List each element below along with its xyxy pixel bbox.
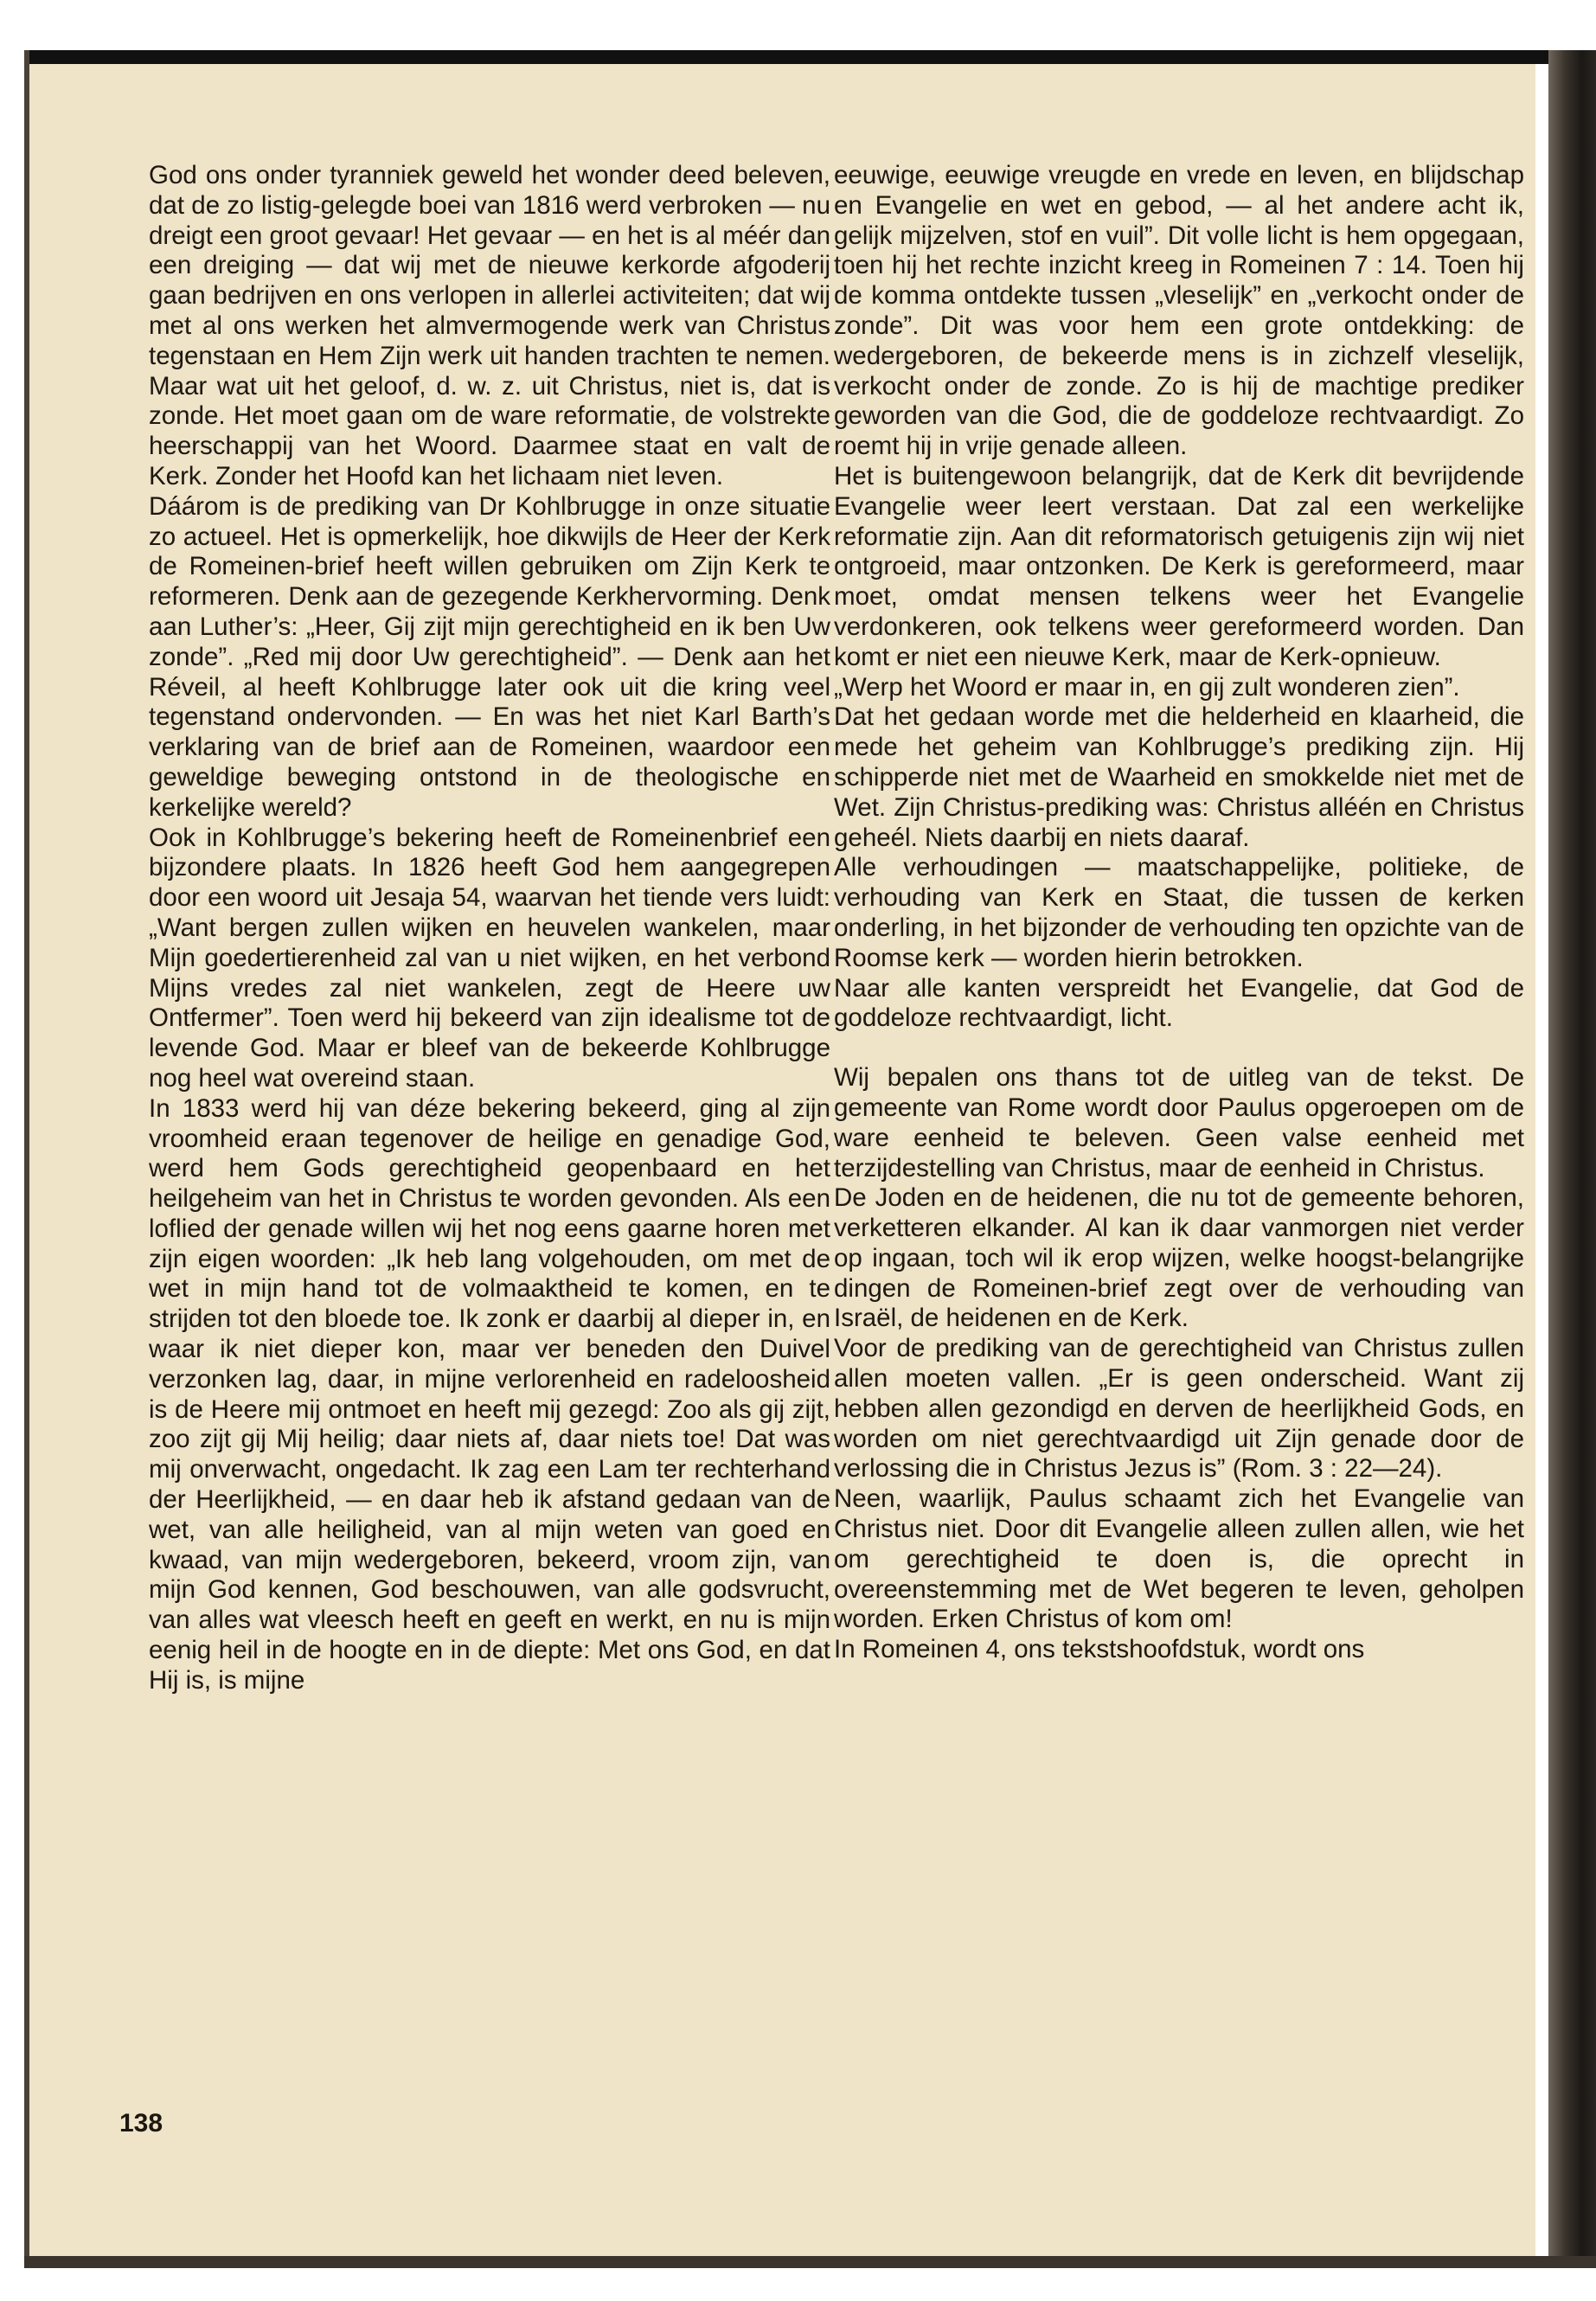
paragraph: Alle verhoudingen — maatschappelijke, politieke, de verhouding van Kerk en Staat, die tussen de kerken onderling, in het bijzonder de verhouding ten opzichte van de Roomse kerk — worden hierin betrokken. [834, 853, 1524, 972]
paragraph: „Werp het Woord er maar in, en gij zult wonderen zien”. [834, 672, 1460, 702]
paragraph: God ons onder tyranniek geweld het wonder deed beleven, dat de zo listig-gelegde boei van 1816 werd verbroken — nu dreigt een groot gevaar! Het gevaar — en het is al méér dan een dreiging — dat wij met de nieuwe kerkorde afgoderij gaan bedrijven en ons verlopen in allerlei activiteiten; dat wij met al ons werken het almvermogende werk van Christus tegenstaan en Hem Zijn werk uit handen trachten te nemen. Maar wat uit het geloof, d. w. z. uit Christus, niet is, dat is zonde. Het moet gaan om de ware reformatie, de volstrekte heerschappij van het Woord. Daarmee staat en valt de Kerk. Zonder het Hoofd kan het lichaam niet leven. [149, 161, 830, 490]
scan-border-bottom [24, 2256, 1596, 2268]
paragraph: In Romeinen 4, ons tekstshoofdstuk, wordt ons [834, 1635, 1365, 1664]
paragraph: Het is buitengewoon belangrijk, dat de Kerk dit bevrijdende Evangelie weer leert verstaan. Dat zal een werkelijke reformatie zijn. Aan dit reformatorisch getuigenis zijn wij niet ontgroeid, maar ontzonken. De Kerk is gereformeerd, maar moet, omdat mensen telkens weer het Evangelie verdonkeren, ook telkens weer gereformeerd worden. Dan komt er niet een nieuwe Kerk, maar de Kerk-opnieuw. [834, 461, 1524, 671]
left-text-column [149, 161, 830, 1696]
paragraph: De Joden en de heidenen, die nu tot de gemeente behoren, verketteren elkander. Al kan ik daar vanmorgen niet verder op ingaan, toch wil ik erop wijzen, welke hoogst-belangrijke dingen de Romeinen-brief zegt over de verhouding van Israël, de heidenen en de Kerk. [834, 1183, 1524, 1333]
paragraph: Dáárom is de prediking van Dr Kohlbrugge in onze situatie zo actueel. Het is opmerkelijk, hoe dikwijls de Heer der Kerk de Romeinen-brief heeft willen gebruiken om Zijn Kerk te reformeren. Denk aan de gezegende Kerkhervorming. Denk aan Luther’s: „Heer, Gij zijt mijn gerechtigheid en ik ben Uw zonde”. „Red mij door Uw gerechtigheid”. — Denk aan het Réveil, al heeft Kohlbrugge later ook uit die kring veel tegenstand ondervonden. — En was het niet Karl Barth’s verklaring van de brief aan de Romeinen, waardoor een geweldige beweging ontstond in de theologische en kerkelijke wereld? [149, 491, 830, 822]
right-text-column [834, 161, 1524, 1665]
document-page [29, 64, 1535, 2256]
page-number: 138 [119, 2109, 163, 2138]
paragraph: eeuwige, eeuwige vreugde en vrede en leven, en blijdschap en Evangelie en wet en gebod, — al het andere acht ik, gelijk mijzelven, stof en vuil”. Dit volle licht is hem opgegaan, toen hij het rechte inzicht kreeg in Romeinen 7 : 14. Toen hij de komma ontdekte tussen „vleselijk” en „verkocht onder de zonde”. Dit was voor hem een grote ontdekking: de wedergeboren, de bekeerde mens is in zichzelf vleselijk, verkocht onder de zonde. Zo is hij de machtige prediker geworden van die God, die de goddeloze rechtvaardigt. Zo roemt hij in vrije genade alleen. [834, 161, 1524, 461]
paragraph: Wij bepalen ons thans tot de uitleg van de tekst. De gemeente van Rome wordt door Paulus opgeroepen om de ware eenheid te beleven. Geen valse eenheid met terzijdestelling van Christus, maar de eenheid in Christus. [834, 1063, 1524, 1183]
book-spine-edge [1548, 50, 1596, 2265]
paragraph: Ook in Kohlbrugge’s bekering heeft de Romeinenbrief een bijzondere plaats. In 1826 heeft God hem aangegrepen door een woord uit Jesaja 54, waarvan het tiende vers luidt: „Want bergen zullen wijken en heuvelen wankelen, maar Mijn goedertierenheid zal van u niet wijken, en het verbond Mijns vredes zal niet wankelen, zegt de Heere uw Ontfermer”. Toen werd hij bekeerd van zijn idealisme tot de levende God. Maar er bleef van de bekeerde Kohlbrugge nog heel wat overeind staan. [149, 823, 830, 1093]
paragraph: In 1833 werd hij van déze bekering bekeerd, ging al zijn vroomheid eraan tegenover de heilige en genadige God, werd hem Gods gerechtigheid geopenbaard en het heilgeheim van het in Christus te worden gevonden. Als een loflied der genade willen wij het nog eens gaarne horen met zijn eigen woorden: „Ik heb lang volgehouden, om met de wet in mijn hand tot de volmaaktheid te komen, en te strijden tot den bloede toe. Ik zonk er daarbij al dieper in, en waar ik niet dieper kon, maar ver beneden den Duivel verzonken lag, daar, in mijne verlorenheid en radeloosheid is de Heere mij ontmoet en heeft mij gezegd: Zoo als gij zijt, zoo zijt gij Mij heilig; daar niets af, daar niets toe! Dat was mij onverwacht, ongedacht. Ik zag een Lam ter rechterhand der Heerlijkheid, — en daar heb ik afstand gedaan van de wet, van alle heiligheid, van al mijn weten van goed en kwaad, van mijn wedergeboren, bekeerd, vroom zijn, van mijn God kennen, God beschouwen, van alle godsvrucht, van alles wat vleesch heeft en geeft en werkt, en nu is mijn eenig heil in de hoogte en in de diepte: Met ons God, en dat Hij is, is mijne [149, 1093, 830, 1695]
scan-border-top [24, 50, 1596, 64]
paragraph: Voor de prediking van de gerechtigheid van Christus zullen allen moeten vallen. „Er is geen onderscheid. Want zij hebben allen gezondigd en derven de heerlijkheid Gods, en worden om niet gerechtvaardigd uit Zijn genade door de verlossing die in Christus Jezus is” (Rom. 3 : 22—24). [834, 1334, 1524, 1484]
paragraph: Neen, waarlijk, Paulus schaamt zich het Evangelie van Christus niet. Door dit Evangelie alleen zullen allen, wie het om gerechtigheid te doen is, die oprecht in overeenstemming met de Wet begeren te leven, geholpen worden. Erken Christus of kom om! [834, 1484, 1524, 1634]
paragraph: Dat het gedaan worde met die helderheid en klaarheid, die mede het geheim van Kohlbrugge’s prediking zijn. Hij schipperde niet met de Waarheid en smokkelde niet met de Wet. Zijn Christus-prediking was: Christus alléén en Christus geheél. Niets daarbij en niets daaraf. [834, 702, 1524, 852]
paragraph: Naar alle kanten verspreidt het Evangelie, dat God de goddeloze rechtvaardigt, licht. [834, 973, 1524, 1033]
